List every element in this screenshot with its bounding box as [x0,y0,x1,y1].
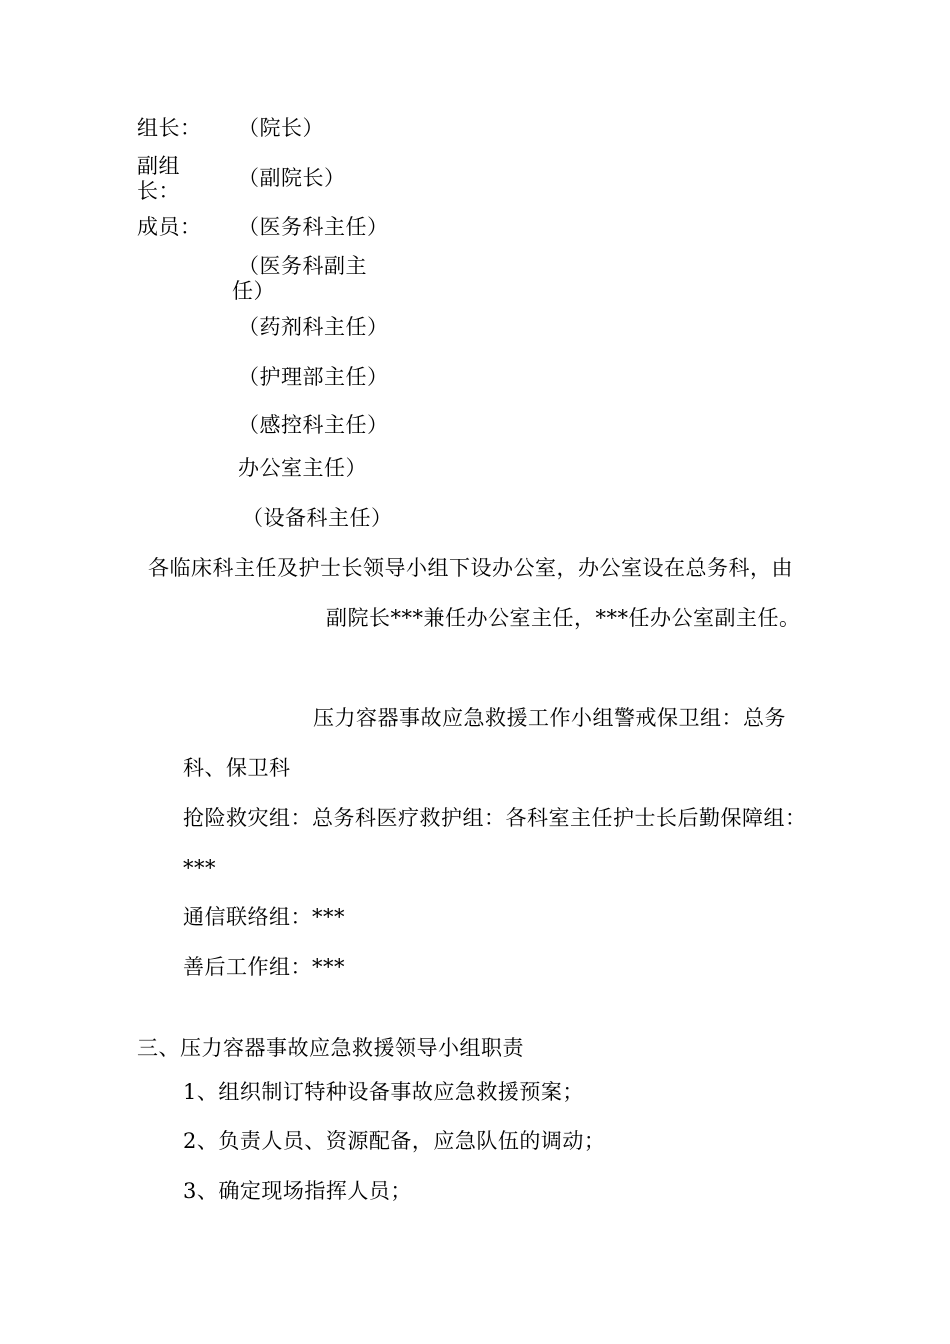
list-item: 2、负责人员、资源配备，应急队伍的调动； [183,1129,606,1153]
deputy-value: （副院长） [238,166,346,190]
leader-value: （院长） [238,116,324,140]
work-groups-line6: 善后工作组：*** [183,955,345,979]
work-groups-line3: 抢险救灾组：总务科医疗救护组：各科室主任护士长后勤保障组： [183,806,807,830]
section-heading: 三、压力容器事故应急救援领导小组职责 [137,1036,524,1060]
work-groups-line2: 科、保卫科 [183,756,291,780]
member-item: （护理部主任） [238,365,389,389]
member-item: （医务科副主 [238,254,367,278]
deputy-label-line1: 副组 [137,154,180,178]
list-item: 3、确定现场指挥人员； [183,1179,412,1203]
member-item: （医务科主任） [238,215,389,239]
member-item: （设备科主任） [242,506,393,530]
office-paragraph-line1: 各临床科主任及护士长领导小组下设办公室，办公室设在总务科，由 [148,556,793,580]
work-groups-line5: 通信联络组：*** [183,905,345,929]
work-groups-line1: 压力容器事故应急救援工作小组警戒保卫组：总务 [313,706,786,730]
member-item: 任） [232,279,275,303]
member-item: （药剂科主任） [238,315,389,339]
members-label: 成员： [137,215,202,239]
member-item: 办公室主任） [238,456,367,480]
deputy-label-line2: 长： [137,179,180,203]
work-groups-line4: *** [183,856,216,880]
leader-label: 组长： [137,116,202,140]
office-paragraph-line2: 副院长***兼任办公室主任，***任办公室副主任。 [326,606,801,630]
list-item: 1、组织制订特种设备事故应急救援预案； [183,1080,584,1104]
member-item: （感控科主任） [238,413,389,437]
